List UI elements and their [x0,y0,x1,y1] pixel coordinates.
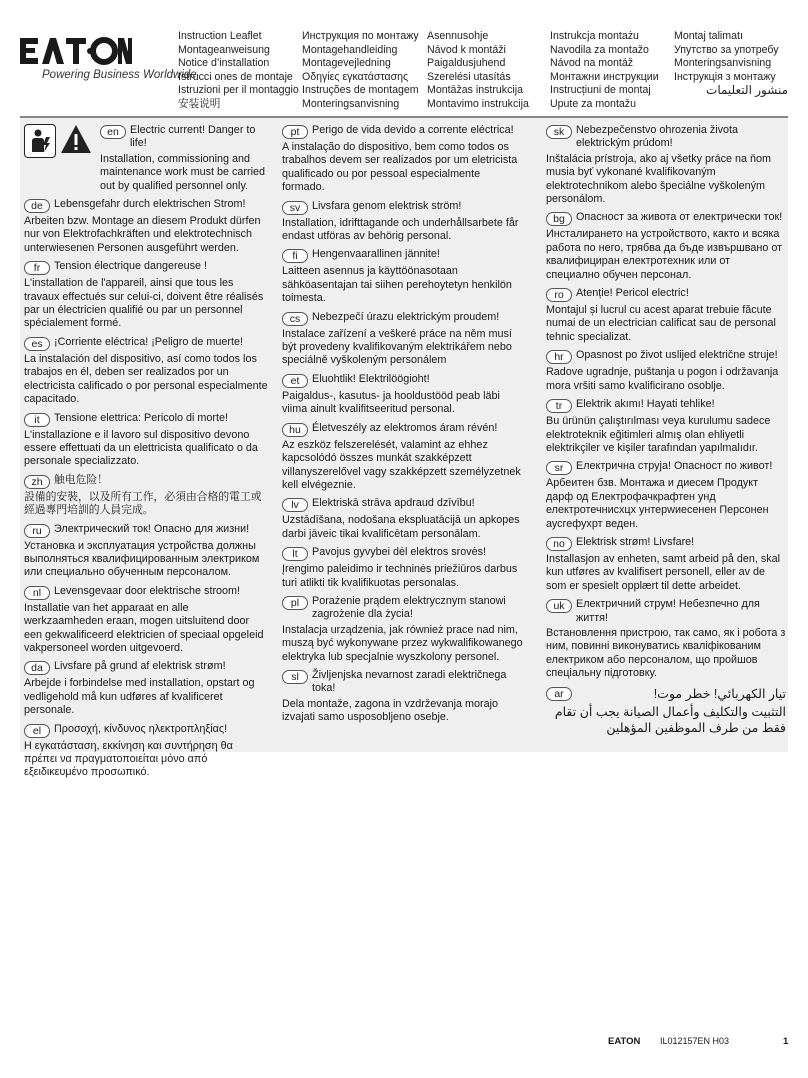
entry-content [282,595,524,622]
entry-title-line [282,311,524,326]
entry-title-line [282,422,524,437]
title-item: Instruções de montagem [302,84,419,97]
entry-content [24,412,268,427]
title-item: Montageanweisung [178,43,270,56]
warning-body: Installatie van het apparaat en alle werkzaamheden eraan, mogen uitsluitend door een gekwalificeerd elektricien of speciaal opgeleid vakpersoneel worden uitgevoerd. [24,601,264,654]
language-code-badge: it [24,413,50,427]
warning-title: Tension électrique dangereuse ! [54,260,208,273]
title-item: Notice d’installation [178,57,270,70]
entry-header [24,585,268,600]
entry-title-line [282,669,524,696]
tagline: Powering Business Worldwide [42,69,197,81]
language-code-badge: pl [282,596,308,610]
title-item: Navodila za montažo [550,43,649,56]
language-code-badge: de [24,199,50,213]
warning-title: Livsfare på grund af elektrisk strøm! [54,660,226,673]
warning-title: Levensgevaar door elektrische stroom! [54,584,241,597]
warning-entry-lv [282,497,524,541]
warning-entry-sk [546,124,786,206]
warning-title: 触电危险！ [54,473,108,486]
title-item: Monteringsanvisning [302,97,400,110]
document-header [0,0,808,112]
language-code-badge: sv [282,201,308,215]
entry-content [546,349,786,364]
warning-title: Nebezpečenstvo ohrozenia života elektrickým prúdom! [576,124,739,150]
entry-header [282,124,524,139]
title-item: Instrucțiuni de montaj [550,84,651,97]
entry-content [546,460,786,475]
entry-title-line [282,200,524,215]
warning-title: Livsfara genom elektrisk ström! [312,199,462,212]
title-item: Monteringsanvisning [674,57,772,70]
language-code-badge: sk [546,125,572,139]
warning-entry-sl [282,669,524,725]
warning-entry-el [24,723,268,780]
warning-body: Uzstādīšana, nodošana ekspluatācijā un apkopes darbi jāveic tikai kvalificētam personālam. [282,514,520,540]
entry-title-line [100,124,268,151]
warning-body: Laitteen asennus ja käyttöönasotaan sähköasentajan tai siihen perehoytetyn henkilön toimesta. [282,265,512,305]
warning-entry-ro [546,287,786,344]
footer-brand: EATON [608,1036,641,1047]
warning-title: Электрический ток! Опасно для жизни! [54,522,250,535]
entry-header [546,686,786,702]
title-item: 安装说明 [178,97,221,110]
language-code-badge: pt [282,125,308,139]
eaton-logo [20,36,132,72]
warning-triangle-icon [60,124,92,154]
entry-header [546,598,786,625]
entry-content [24,474,268,489]
title-item: Montaj talimatı [674,30,743,42]
entry-header [546,460,786,475]
warning-body: Paigaldus-, kasutus- ja hooldustööd peab läbi viima ainult kvalifitseeritud personal. [282,389,500,416]
warning-body: Arbejde i forbindelse med installation, opstart og vedligehold må kun udføres af kvalificeret personale. [24,677,255,717]
warning-body: Instalace zařízení a veškeré práce na něm musí být provedeny kvalifikovaným elektrikářem nebo speciálně vyškoleným personálem [282,327,512,367]
warning-entry-bg [546,211,786,282]
title-item: Montavimo instrukcija [427,97,529,110]
entry-header [282,669,524,696]
warning-entry-cs [282,311,524,368]
warning-entry-sv [282,200,524,244]
warning-body: Instalacja urządzenia, jak również prace nad nim, muszą być wykonywane przez wykwalifikowanego elektryka lub specjalnie wyszkolony personel. [282,623,523,663]
warning-title: Elektrisk strøm! Livsfare! [576,535,695,548]
entry-header [282,546,524,561]
warning-body: L'installation de l'appareil, ainsi que tous les travaux effectués sur celui-ci, doivent être réalisés par un électricien qualifié ou par un personnel spécialement formé. [24,277,264,330]
entry-content [546,124,786,151]
entry-header [24,260,268,275]
title-item: Paigaldusjuhend [427,57,506,70]
warning-body: Inštalácia prístroja, ako aj všetky práce na ňom musia byť vykonané kvalifikovaným elektrotechnikom alebo špeciálne vyškoleným personálom. [546,152,772,206]
entry-header [24,660,268,675]
title-item: Návod k montáži [427,43,506,56]
language-code-badge: ar [546,687,572,701]
entry-content [546,398,786,413]
language-code-badge: en [100,125,126,139]
entry-content [100,124,268,193]
warning-body: La instalación del dispositivo, así como todos los trabajos en él, deben ser realizados por un electricista calificado o por personal especialmente capacitado. [24,352,268,406]
warning-title: Opasnost po život uslijed električne struje! [576,349,778,362]
warning-entry-ru [24,523,268,580]
warning-body: Bu ürünün çalıştırılması veya kurulumu sadece elektroteknik eğitimleri almış olan ehliyetli elektrikçiler ve kişiler tarafından yapılmalıdır. [546,415,771,454]
warning-title: Tensione elettrica: Pericolo di morte! [54,411,229,424]
warning-body: Установка и эксплуатация устройства должны выполняться квалифицированным электриком или специально обученным персоналом. [24,539,260,579]
warning-icons [24,124,92,158]
entry-header [282,422,524,437]
warning-title: Elektriskā strāva apdraud dzīvību! [312,497,475,510]
entry-title-line [282,373,524,388]
language-column-1 [24,124,268,785]
entry-header [24,523,268,538]
entry-header [282,200,524,215]
language-column-3 [546,124,786,741]
warning-entry-en [24,124,268,193]
entry-title-line [24,660,268,675]
warning-entry-et [282,373,524,417]
title-item: Упутство за употребу [674,43,779,56]
entry-header [546,124,786,151]
entry-title-line [546,460,786,475]
entry-title-line [24,198,268,213]
warning-title: Електричний струм! Небезпечно для життя! [576,598,760,624]
entry-content [282,124,524,139]
warning-title: Nebezpečí úrazu elektrickým proudem! [312,310,500,323]
entry-title-line [282,497,524,512]
warning-title: Življenjska nevarnost zaradi električnega toka! [312,668,507,695]
title-column-1 [178,30,300,112]
warning-title: Eluohtlik! Elektrilöögioht! [312,372,430,385]
entry-content [24,198,268,213]
entry-content [24,336,268,351]
warning-body: Radove ugradnje, puštanja u pogon i održavanja mora vršiti samo kvalificirano osoblje. [546,366,779,392]
warning-entry-lt [282,546,524,590]
warning-entry-uk [546,598,786,680]
entry-content [546,287,786,302]
warning-entry-da [24,660,268,717]
warning-body: A instalação do dispositivo, bem como todos os trabalhos devem ser realizados por um eletricista qualificado ou por pessoal especialmente formado. [282,141,518,194]
warning-body: Арбеитен бзв. Монтажа и диесем Продукт дарф од Електрофачкрафтен унд електротечнисхцх унтерwиесенен Персонен аусгефухрт веден. [546,477,769,530]
warning-entry-tr [546,398,786,455]
warning-title: Perigo de vida devido a corrente eléctrica! [312,124,514,136]
language-code-badge: no [546,537,572,551]
warning-body: التثبيت والتكليف وأعمال الصيانة يجب أن تقام فقط من طرف الموظفين المؤهلين [554,704,786,735]
language-code-badge: lt [282,547,308,561]
entry-title-line [24,474,268,489]
entry-header [24,336,268,351]
warning-entry-zh [24,474,268,518]
entry-title-line [546,287,786,302]
warning-entry-fi [282,248,524,305]
entry-content [24,585,268,600]
warning-body: L'installazione e il lavoro sul dispositivo devono essere effettuati da un elettricista qualificato o da personale specializzato. [24,428,258,468]
entry-content [24,723,268,738]
entry-header [24,198,268,213]
warning-entry-sr [546,460,786,531]
entry-content [24,660,268,675]
entry-title-line [282,546,524,561]
title-column-3 [427,30,547,112]
entry-content [282,200,524,215]
warning-body: 設備的安裝，以及所有工作，必須由合格的電工或經過專門培訓的人員完成。 [24,490,262,517]
warning-body: Dela montaže, zagona in vzdrževanja morajo izvajati samo usposobljeno osebje. [282,697,499,724]
language-code-badge: el [24,724,50,738]
language-code-badge: da [24,661,50,675]
warning-title: Porażenie prądem elektrycznym stanowi zagrożenie dla życia! [312,594,506,621]
language-code-badge: hr [546,350,572,364]
title-column-2 [302,30,424,112]
entry-content [546,536,786,551]
language-code-badge: et [282,374,308,388]
warning-body: Инсталирането на устройството, както и всяка работа по него, трябва да бъде извършвано от квалифициран електротехник или от специално обучен персонал. [546,228,783,281]
warning-title: Atenție! Pericol electric! [576,287,689,300]
entry-title-line [546,211,786,226]
entry-header [282,497,524,512]
warning-entry-fr [24,260,268,331]
warning-body: Montajul și lucrul cu acest aparat trebuie făcute numai de un electrician calificat sau de personal tehnic specializat. [546,304,776,343]
warning-entry-de [24,198,268,255]
title-item: Istrucci ones de montaje [178,70,293,83]
entry-content [546,686,786,702]
warning-body: Η εγκατάσταση, εκκίνηση και συντήρηση θα πρέπει να πραγματοποιείται μόνο από εξειδικευμένο προσωπικό. [24,739,233,779]
title-item: Οδηγίες εγκατάστασης [302,70,409,83]
page-footer [0,1036,808,1052]
language-code-badge: es [24,337,50,351]
language-code-badge: lv [282,498,308,512]
entry-content [546,598,786,625]
warning-entry-it [24,412,268,469]
warning-title: ¡Corriente eléctrica! ¡Peligro de muerte! [54,335,244,348]
entry-title-line [546,349,786,364]
language-code-badge: uk [546,599,572,613]
entry-content [282,497,524,512]
warning-title: Lebensgefahr durch elektrischen Strom! [54,198,246,211]
language-code-badge: tr [546,399,572,413]
entry-header [546,287,786,302]
language-code-badge: sl [282,670,308,684]
entry-title-line [546,598,786,625]
entry-content [282,546,524,561]
entry-header [24,723,268,738]
title-item: Montāžas instrukcija [427,84,523,97]
warning-entry-es [24,336,268,407]
eaton-logo-mark [20,36,132,66]
entry-content [24,523,268,538]
entry-header [546,211,786,226]
warning-entry-pl [282,595,524,664]
entry-title-line [24,723,268,738]
entry-title-line [24,260,268,275]
warning-body: Встановлення пристрою, так само, як і робота з ним, повинні виконуватись кваліфікованим електриком або персоналом, що пройшов спеціальну підготовку. [546,626,786,680]
language-code-badge: sr [546,461,572,475]
entry-content [282,422,524,437]
entry-content [282,373,524,388]
warning-entry-no [546,536,786,593]
entry-header [546,349,786,364]
entry-header [24,474,268,489]
entry-content [282,311,524,326]
warning-body: Az eszköz felszerelését, valamint az ehhez kapcsolódó összes munkát szakképzett villanyszerelővel vagy szakképzett személyzetnek kell elvégeznie. [282,438,521,491]
warning-body: Installation, commissioning and maintenance work must be carried out by qualified personnel only. [100,152,266,192]
warning-entry-hu [282,422,524,493]
entry-title-line [282,595,524,622]
title-item: Upute za montažu [550,97,636,110]
title-item: Инструкция по монтажу [302,30,419,42]
entry-content [24,260,268,275]
title-column-4 [550,30,670,112]
entry-title-line [546,398,786,413]
entry-content [282,248,524,263]
warning-title: تيار الكهربائي! خطر موت! [653,686,786,701]
entry-header [282,311,524,326]
warning-title: Electric current! Danger to life! [130,124,256,150]
entry-title-line [546,124,786,151]
language-code-badge: zh [24,475,50,489]
entry-title-line [24,336,268,351]
entry-title-line [282,124,524,139]
entry-header [282,248,524,263]
language-code-badge: bg [546,212,572,226]
warning-entry-ar [546,686,786,736]
entry-title-line [24,585,268,600]
title-column-5 [674,30,788,98]
title-item: Asennusohje [427,30,489,42]
warning-body: Installasjon av enheten, samt arbeid på den, skal kun utføres av kvalifisert personell, eller av de som er spesielt opplært til dette arbeidet. [546,552,781,592]
entry-header [546,536,786,551]
warning-title: Προσοχή, κίνδυνος ηλεκτροπληξίας! [54,722,228,735]
language-code-badge: cs [282,312,308,326]
language-code-badge: ro [546,288,572,302]
language-code-badge: ru [24,524,50,538]
warning-title: Pavojus gyvybei dėl elektros srovės! [312,546,487,559]
title-item: Szerelési utasítás [427,70,511,83]
title-item: Інструкція з монтажу [674,70,776,83]
language-code-badge: fr [24,261,50,275]
warning-entry-pt [282,124,524,195]
language-code-badge: hu [282,423,308,437]
qualified-electrician-icon [24,124,56,158]
entry-title-line [546,536,786,551]
entry-title-line [24,412,268,427]
entry-content [282,669,524,696]
language-code-badge: fi [282,249,308,263]
title-item: منشور التعليمات [706,84,788,98]
title-item: Návod na montáž [550,57,634,70]
title-item: Montagevejledning [302,57,391,70]
warning-title: Електрична струја! Опасност по живот! [576,460,773,473]
warning-title: Életveszély az elektromos áram révén! [312,421,498,434]
entry-header [282,373,524,388]
language-column-2 [282,124,524,730]
title-item: Instrukcja montażu [550,30,639,42]
warning-title: Hengenvaarallinen jännite! [312,248,440,261]
entry-title-line [24,523,268,538]
title-item: Montagehandleiding [302,43,398,56]
entry-header [546,398,786,413]
title-item: Монтажни инструкции [550,70,659,83]
entry-content [546,211,786,226]
title-item: Instruction Leaflet [178,30,262,42]
warning-panel [20,116,788,779]
warning-entry-nl [24,585,268,656]
language-code-badge: nl [24,586,50,600]
warning-title: Опасност за живота от електрически ток! [576,211,783,224]
warning-entry-hr [546,349,786,393]
entry-header [24,124,268,193]
warning-body: Arbeiten bzw. Montage an diesem Produkt dürfen nur von Elektrofachkräften und elektrotechnisch unterwiesenen Personen ausgeführt werden. [24,215,261,254]
title-item: Istruzioni per il montaggio [178,84,299,97]
entry-title-line [546,686,786,702]
entry-header [282,595,524,622]
warning-title: Elektrik akımı! Hayati tehlike! [576,398,715,411]
entry-header [24,412,268,427]
page-number: 1 [783,1036,789,1047]
warning-body: Įrengimo paleidimo ir techninės priežiūros darbus turi atlikti tik kvalifikuotas personalas. [282,563,518,589]
document-id: IL012157EN H03 [660,1036,730,1046]
warning-body: Installation, idrifttagande och underhållsarbete får endast utföras av behörig personal. [282,216,519,243]
entry-title-line [282,248,524,263]
